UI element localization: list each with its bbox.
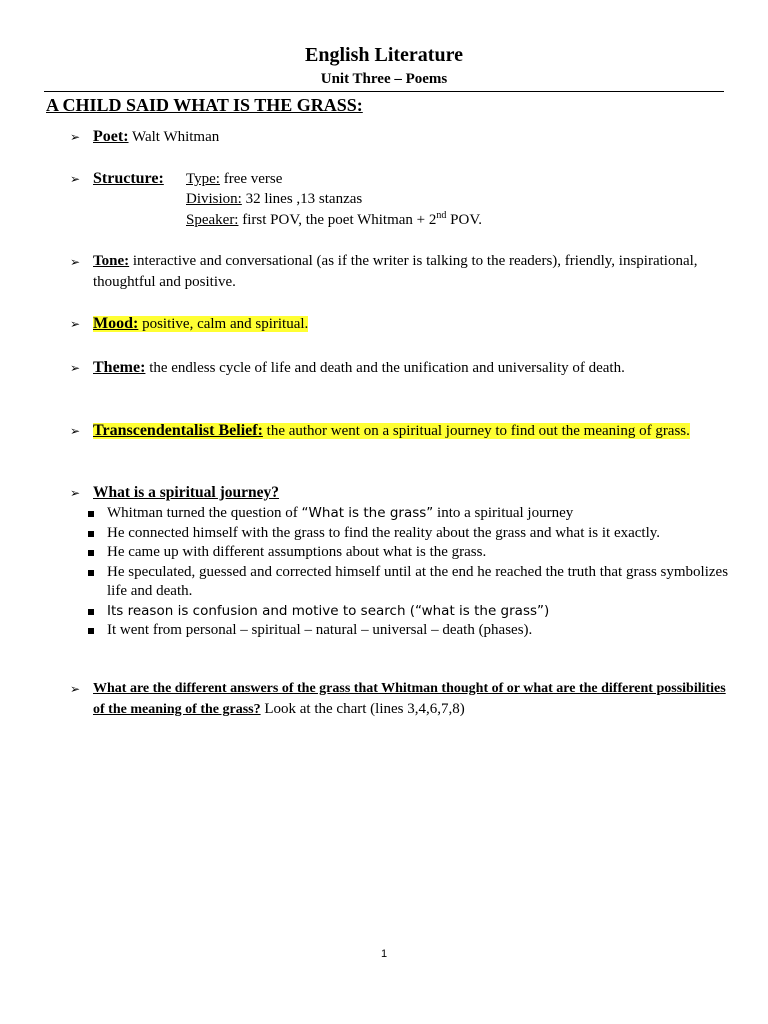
poet-item — [70, 126, 730, 148]
arrow-bullet-icon: ➢ — [70, 172, 81, 186]
bullet-text-end: into a spiritual journey — [433, 505, 574, 521]
header-divider — [44, 91, 724, 92]
speaker-value: first POV, the poet Whitman + 2 — [238, 212, 437, 228]
arrow-bullet-icon: ➢ — [70, 130, 81, 144]
poet-label: Poet: — [93, 128, 129, 145]
bullet-text: Its reason is confusion and motive to search (“what is the grass”) — [107, 602, 550, 619]
mood-label: Mood: — [93, 315, 139, 332]
square-bullet-icon — [88, 628, 94, 634]
list-item — [86, 563, 736, 602]
page-number: 1 — [380, 948, 388, 960]
type-label: Type: — [186, 171, 220, 187]
speaker-superscript: nd — [436, 210, 447, 221]
document-subtitle: Unit Three – Poems — [320, 71, 448, 87]
belief-label: Transcendentalist Belief: — [93, 422, 263, 439]
mood-value: positive, calm and spiritual. — [138, 316, 309, 332]
question-value: Look at the chart (lines 3,4,6,7,8) — [260, 701, 465, 717]
type-value: free verse — [219, 171, 283, 187]
theme-value: the endless cycle of life and death and the unification and universality of death. — [145, 360, 625, 376]
tone-label: Tone: — [93, 253, 130, 269]
square-bullet-icon — [88, 511, 94, 517]
bullet-text: He speculated, guessed and corrected himself until at the end he reached the truth that grass symbolizes life and death. — [107, 563, 729, 599]
document-title: English Literature — [305, 44, 463, 66]
structure-type — [186, 169, 282, 190]
square-bullet-icon — [88, 531, 94, 537]
division-value: 32 lines ,13 stanzas — [241, 191, 363, 207]
theme-label: Theme: — [93, 359, 146, 376]
structure-division — [186, 189, 362, 210]
theme-item — [70, 357, 730, 379]
arrow-bullet-icon: ➢ — [70, 361, 81, 375]
poet-value: Walt Whitman — [128, 129, 220, 145]
arrow-bullet-icon: ➢ — [70, 317, 81, 331]
list-item — [86, 504, 736, 524]
square-bullet-icon — [88, 570, 94, 576]
bullet-text: He connected himself with the grass to find the reality about the grass and what is it exactly. — [107, 524, 661, 541]
speaker-end: POV. — [446, 212, 482, 228]
arrow-bullet-icon: ➢ — [70, 255, 81, 269]
list-item — [86, 602, 736, 622]
structure-speaker — [186, 210, 482, 231]
bullet-text: It went from personal – spiritual – natural – universal – death (phases). — [107, 622, 533, 638]
speaker-label: Speaker: — [186, 212, 239, 228]
division-label: Division: — [186, 191, 242, 207]
bullet-quote: “What is the grass” — [301, 505, 434, 521]
list-item — [86, 543, 736, 563]
belief-item — [70, 420, 730, 442]
belief-value: the author went on a spiritual journey to find out the meaning of grass. — [262, 423, 690, 439]
square-bullet-icon — [88, 550, 94, 556]
question-label: What are the different answers of the grass that Whitman thought of or what are the different possibilities of the meaning of the grass? — [93, 681, 726, 717]
bullet-text: Whitman turned the question of — [107, 505, 302, 521]
poem-title: A CHILD SAID WHAT IS THE GRASS: — [46, 95, 363, 115]
structure-label: Structure: — [93, 170, 164, 187]
bullet-text: He came up with different assumptions about what is the grass. — [107, 544, 487, 560]
journey-item — [70, 482, 730, 504]
square-bullet-icon — [88, 609, 94, 615]
list-item — [86, 621, 736, 641]
mood-item — [70, 313, 730, 335]
tone-item — [70, 251, 730, 293]
arrow-bullet-icon: ➢ — [70, 682, 81, 696]
question-item — [70, 678, 730, 720]
arrow-bullet-icon: ➢ — [70, 424, 81, 438]
tone-value: interactive and conversational (as if the writer is talking to the readers), friendly, inspirational, thoughtful and positive. — [93, 253, 698, 290]
journey-bullet-list — [86, 504, 736, 641]
structure-item — [70, 168, 730, 190]
journey-label: What is a spiritual journey? — [93, 484, 280, 501]
list-item — [86, 524, 736, 544]
arrow-bullet-icon: ➢ — [70, 486, 81, 500]
